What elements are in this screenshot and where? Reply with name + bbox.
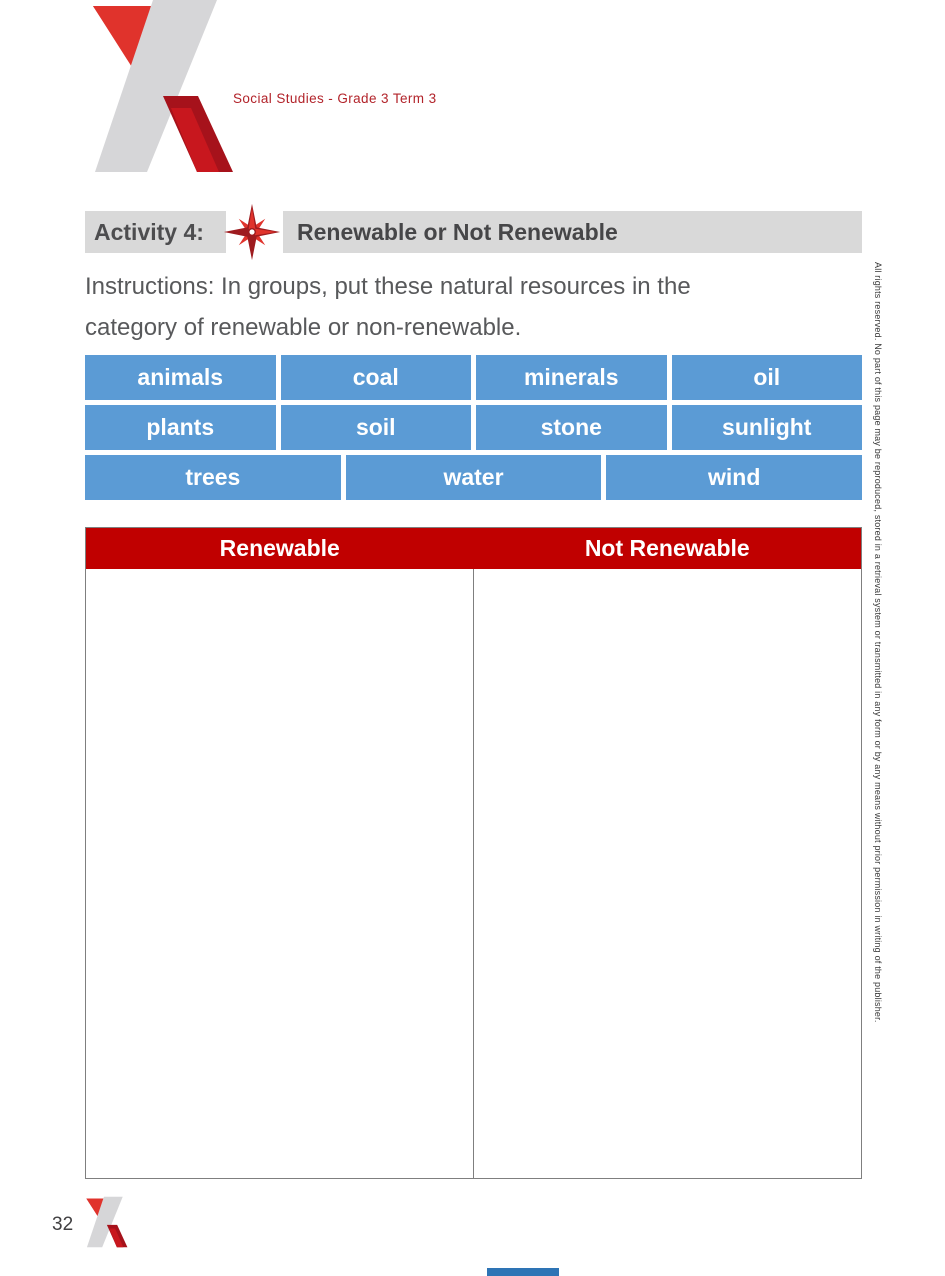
not-renewable-column-cell	[474, 569, 861, 1178]
word-tile-soil: soil	[281, 405, 472, 450]
renewable-column-cell	[86, 569, 474, 1178]
word-bank-row	[85, 355, 862, 400]
page-number: 32	[52, 1214, 74, 1235]
renewable-column-header: Renewable	[219, 535, 340, 561]
word-tile-animals: animals	[85, 355, 276, 400]
word-tile-wind: wind	[606, 455, 862, 500]
copyright-note: All rights reserved. No part of this page may be reproduced, stored in a retrieval system or transmitted in any form or by any means without prior permission in writing of the publisher.	[873, 262, 883, 1023]
sorting-table	[85, 527, 862, 1179]
word-tile-water: water	[346, 455, 602, 500]
word-bank-row	[85, 405, 862, 450]
footer-accent-mark	[487, 1268, 559, 1276]
instructions-text	[85, 266, 805, 348]
instructions-line-1: Instructions: In groups, put these natural resources in the	[85, 273, 691, 300]
activity-title: Renewable or Not Renewable	[283, 211, 862, 253]
word-tile-plants: plants	[85, 405, 276, 450]
activity-label: Activity 4:	[85, 211, 226, 253]
word-tile-coal: coal	[281, 355, 472, 400]
word-tile-stone: stone	[476, 405, 667, 450]
word-tile-minerals: minerals	[476, 355, 667, 400]
word-tile-oil: oil	[672, 355, 863, 400]
word-tile-trees: trees	[85, 455, 341, 500]
sorting-table-body	[86, 569, 861, 1178]
sorting-table-header	[86, 528, 861, 569]
publisher-logo-small-icon	[84, 1192, 128, 1252]
course-label: Social Studies - Grade 3 Term 3	[233, 91, 437, 106]
not-renewable-column-header: Not Renewable	[584, 535, 750, 561]
publisher-logo-icon	[85, 0, 235, 172]
word-tile-sunlight: sunlight	[672, 405, 863, 450]
word-bank-row	[85, 455, 862, 500]
instructions-line-2: category of renewable or non-renewable.	[85, 314, 522, 341]
compass-rose-icon	[222, 202, 282, 262]
word-bank	[85, 355, 862, 505]
